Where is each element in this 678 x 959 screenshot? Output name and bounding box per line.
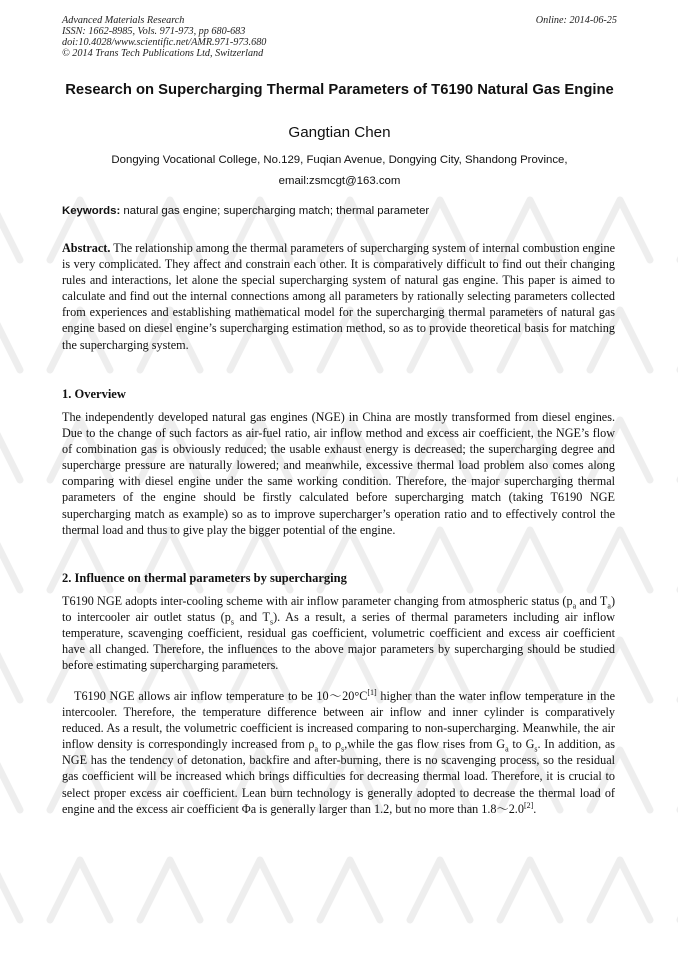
section-heading-overview: 1. Overview <box>62 387 126 401</box>
journal-name: Advanced Materials Research <box>62 15 185 26</box>
section-heading-influence: 2. Influence on thermal parameters by supercharging <box>62 571 347 585</box>
copyright-line: © 2014 Trans Tech Publications Ltd, Switzerland <box>62 48 264 59</box>
issn-line: ISSN: 1662-8985, Vols. 971-973, pp 680-683 <box>62 26 246 37</box>
publication-header <box>62 15 617 59</box>
influence-paragraph-1: T6190 NGE adopts inter-cooling scheme with air inflow parameter changing from atmospheric status ($p_a$ and $T_a$) to intercooler air outlet status ($p_s$ and $T_s$). As a result, a series of thermal parameters including air inflow temperature, scavenging coefficient, residual gas coefficient, volumetric coefficient and excess air coefficient have all changed. Therefore, the influences to the above major parameters by supercharging should be studied before estimating supercharging parameters. <box>62 594 616 673</box>
overview-paragraph: The independently developed natural gas engines (NGE) in China are mostly transformed from diesel engines. Due to the change of such factors as air-fuel ratio, air inflow method and excess air coefficient, the NGE’s flow of combination gas is obviously reduced; the usable exhaust energy is decreased; the supercharging degree and supercharge pressure are naturally lowered; and meanwhile, excessive thermal load problem also comes along comparing with diesel engine under the same working condition. Therefore, the major supercharging thermal parameters of the engine should be firstly calculated before supercharging match (taking T6190 NGE supercharging match as example) so as to improve supercharger’s operation ratio and to effectively control the thermal load and thus to give play the bigger potential of the engine. <box>62 410 615 537</box>
author-name: Gangtian Chen <box>288 124 391 141</box>
author-email: email:zsmcgt@163.com <box>278 175 401 187</box>
citation-ref-1[interactable]: [1] <box>367 687 377 697</box>
keywords-line <box>62 205 617 217</box>
influence-paragraph-2: T6190 NGE allows air inflow temperature to be 10～20°C[1] higher than the water inflow temperature in the intercooler. Therefore, the temperature difference between air inflow and inner cylinder is comparatively reduced. As a result, the volumetric coefficient is increased comparing to non-supercharging. Meanwhile, the air inflow density is correspondingly increased from $\rho_a$ to $\rho_s,while$ the gas flow rises from $G_a$ to $G_s$. In addition, as NGE has the tendency of detonation, backfire and after-burning, there is no scavenging process, so the residual gas coefficient will be increased which brings difficulties for decreasing thermal load. Therefore, it is crucial to select proper excess air coefficient. Lean burn technology is generally adopted to decrease the thermal load of engine and the excess air coefficient Φa is generally larger than 1.2, but no more than 1.8～2.0[2]. <box>62 687 616 816</box>
paper-title: Research on Supercharging Thermal Parameters of T6190 Natural Gas Engine <box>65 82 614 98</box>
affiliation-line: Dongying Vocational College, No.129, Fuqian Avenue, Dongying City, Shandong Province, <box>111 154 568 166</box>
abstract-paragraph <box>62 240 615 353</box>
abstract-label: Abstract. <box>62 241 111 255</box>
abstract-text: The relationship among the thermal parameters of supercharging system of internal combustion engine is very complicated. They affect and constrain each other. It is comparatively difficult to find out their changing rules and interactions, let alone the special supercharging system of natural gas engine. This paper is aimed to calculate and find out the internal connections among all parameters by rationally selecting parameters collected from experiences and establishing mathematical model for the supercharging thermal parameters of natural gas engine based on diesel engine’s supercharging estimation method, so as to provide theoretical basis for matching the supercharging system. <box>62 241 615 352</box>
keywords-text: natural gas engine; supercharging match; thermal parameter <box>120 205 430 217</box>
doi-line: doi:10.4028/www.scientific.net/AMR.971-973.680 <box>62 37 267 48</box>
keywords-label: Keywords: <box>62 205 121 217</box>
citation-ref-2[interactable]: [2] <box>523 800 534 810</box>
author-affiliation <box>62 150 617 192</box>
online-date: Online: 2014-06-25 <box>535 15 617 26</box>
